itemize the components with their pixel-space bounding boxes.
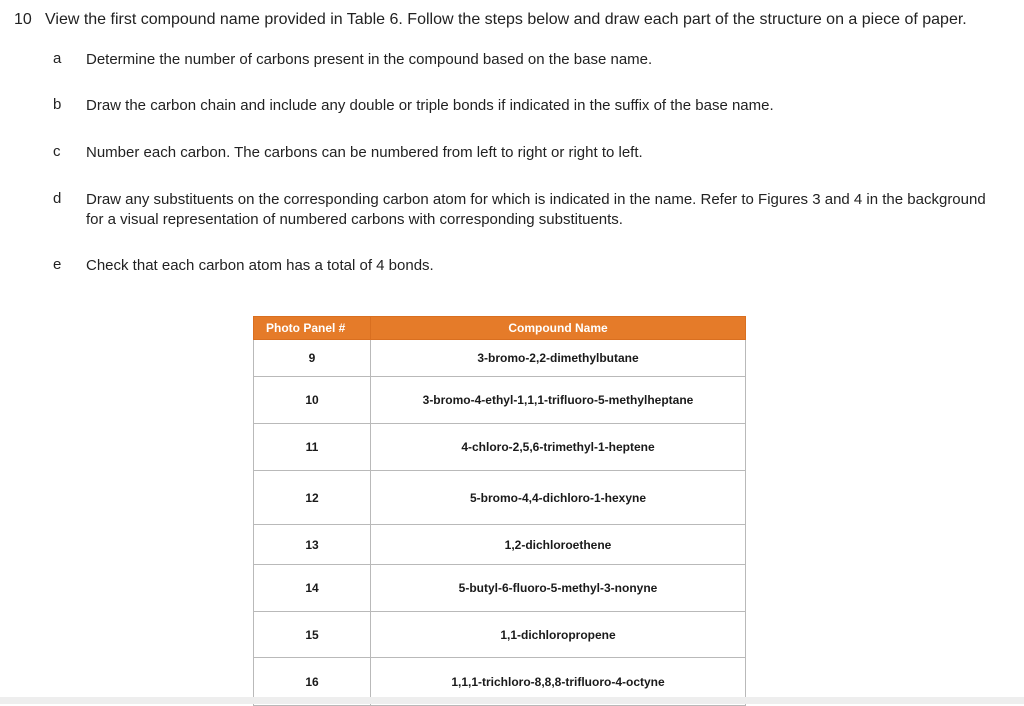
table-row xyxy=(254,424,746,471)
question-number: 10 xyxy=(14,11,32,28)
step-letter: c xyxy=(53,143,61,160)
table-header-row xyxy=(254,317,746,340)
compound-name: 4-chloro-2,5,6-trimethyl-1-heptene xyxy=(371,424,746,471)
bottom-scroll-strip xyxy=(0,697,1024,704)
panel-number: 9 xyxy=(254,340,371,377)
table-row xyxy=(254,340,746,377)
step-text: Check that each carbon atom has a total of 4 bonds. xyxy=(86,257,434,274)
panel-number: 12 xyxy=(254,471,371,525)
step-text: Draw any substituents on the corresponding carbon atom for which is indicated in the name. Refer to Figures 3 and 4 in the background for a visual representation of numbered carbons with corresponding substituents. xyxy=(86,191,986,228)
table-row xyxy=(254,565,746,612)
table-row xyxy=(254,377,746,424)
table-row xyxy=(254,471,746,525)
panel-number: 13 xyxy=(254,525,371,565)
compound-name: 3-bromo-4-ethyl-1,1,1-trifluoro-5-methylheptane xyxy=(371,377,746,424)
compound-name: 5-bromo-4,4-dichloro-1-hexyne xyxy=(371,471,746,525)
step-text: Determine the number of carbons present in the compound based on the base name. xyxy=(86,51,653,68)
step-letter: d xyxy=(53,190,62,207)
table-row xyxy=(254,525,746,565)
question-header xyxy=(14,11,967,29)
step-letter: b xyxy=(53,96,62,113)
compound-name: 3-bromo-2,2-dimethylbutane xyxy=(371,340,746,377)
step-letter: e xyxy=(53,256,62,273)
compound-table xyxy=(253,316,746,706)
step-text: Number each carbon. The carbons can be numbered from left to right or right to left. xyxy=(86,144,643,161)
panel-number: 14 xyxy=(254,565,371,612)
table-row xyxy=(254,612,746,658)
compound-name: 5-butyl-6-fluoro-5-methyl-3-nonyne xyxy=(371,565,746,612)
compound-name: 1,2-dichloroethene xyxy=(371,525,746,565)
step-text: Draw the carbon chain and include any double or triple bonds if indicated in the suffix of the base name. xyxy=(86,97,774,114)
compound-name: 1,1-dichloropropene xyxy=(371,612,746,658)
panel-number: 16 xyxy=(254,658,371,706)
panel-number: 10 xyxy=(254,377,371,424)
question-text: View the first compound name provided in Table 6. Follow the steps below and draw each part of the structure on a piece of paper. xyxy=(45,11,967,28)
panel-number: 15 xyxy=(254,612,371,658)
step-letter: a xyxy=(53,50,62,67)
header-photo-panel: Photo Panel # xyxy=(254,317,371,340)
header-compound-name: Compound Name xyxy=(371,317,746,340)
panel-number: 11 xyxy=(254,424,371,471)
compound-name: 1,1,1-trichloro-8,8,8-trifluoro-4-octyne xyxy=(371,658,746,706)
